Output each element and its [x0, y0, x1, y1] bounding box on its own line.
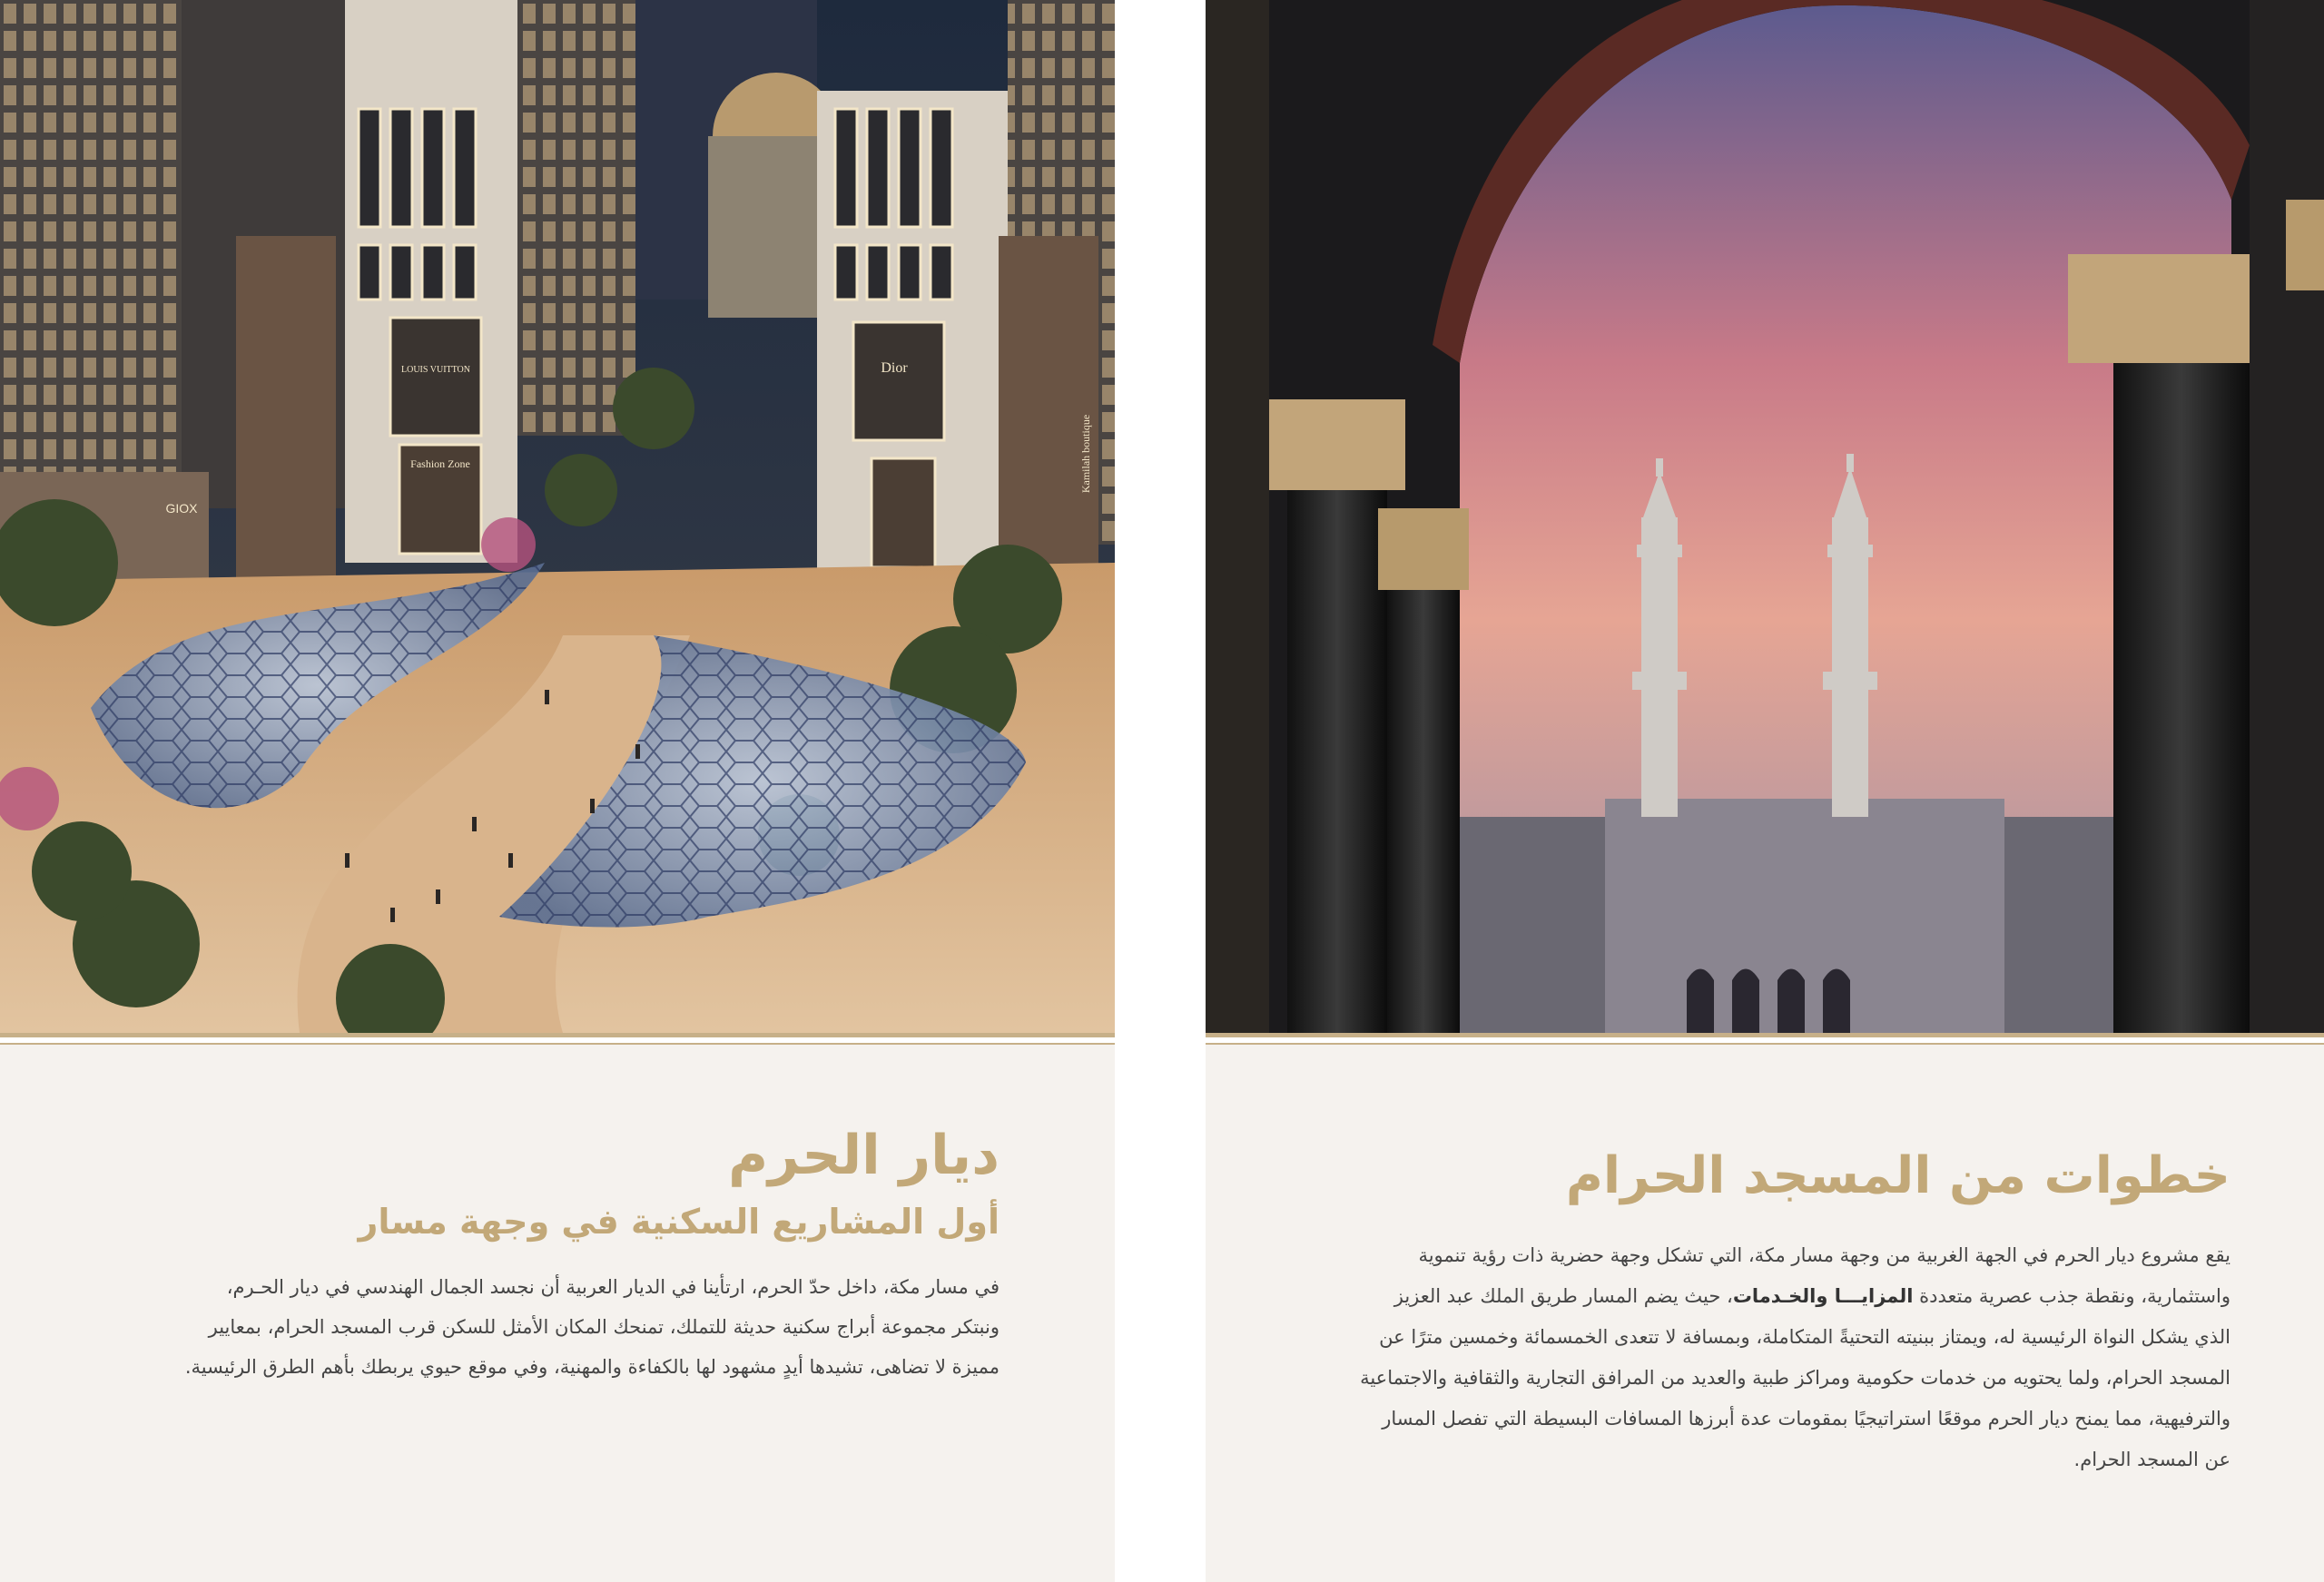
- gold-divider-thin: [1206, 1043, 2324, 1045]
- location-text-2: ، حيث يضم المسار طريق الملك عبد العزيز الذي يشكل النواة الرئيسية له، ويمتاز ببنيته التحتيةً المتكاملة، وبمسافة لا تتعدى الخمسمائة وخمسين مترًا عن المسجد الحرام، ولما يحتويه من خدمات حكومية ومراكز طبية والعديد من المرافق التجارية والثقافية والاجتماعية والترفيهية، مما يمنح ديار الحرم موقعًا استراتيجيًا بمقومات عدة أبرزها المسافات البسيطة التي تفصل المسار عن المسجد الحرام.: [1360, 1284, 2230, 1470]
- intro-paragraph: في مسار مكة، داخل حدّ الحرم، ارتأينا في الديار العربية أن نجسد الجمال الهندسي في ديار الحـرم، ونبتكر مجموعة أبراج سكنية حديثة للتملك، تمنحك المكان الأمثل للسكن قرب المسجد الحرام، بمعايير مميزة لا تضاهى، تشيدها أيدٍ مشهود لها بالكفاءة والمهنية، وفي موقع حيوي يربطك بأهم الطرق الرئيسية.: [184, 1275, 1000, 1378]
- giox-sign: GIOX: [165, 501, 198, 516]
- page-title: خطوات من المسجد الحرام: [1565, 1146, 2230, 1205]
- page-subtitle: أول المشاريع السكنية في وجهة مسار: [358, 1202, 1000, 1242]
- location-highlight: المزايـــا والخـدمات: [1732, 1284, 1914, 1307]
- louis-vuitton-sign: LOUIS VUITTON: [400, 365, 471, 375]
- location-text-1: يقع مشروع ديار الحرم في الجهة الغربية من وجهة مسار مكة، التي تشكل وجهة حضرية ذات رؤية تنموية واستثمارية، ونقطة جذب عصرية متعددة: [1418, 1243, 2230, 1307]
- right-page: [1206, 0, 2324, 1582]
- gold-divider-thin: [0, 1043, 1115, 1045]
- left-page: [0, 0, 1115, 1582]
- city-night-photo: [0, 0, 1115, 1033]
- left-text-block: [182, 1125, 1000, 1387]
- boutique-sign: Kamilah boutique: [1079, 414, 1092, 494]
- right-text-block: [1359, 1148, 2230, 1480]
- mosque-arch-photo: [1206, 0, 2324, 1033]
- dior-sign: Dior: [881, 360, 908, 376]
- fashion-zone-sign: Fashion Zone: [410, 457, 470, 470]
- location-paragraph: [1359, 1235, 2230, 1480]
- page-title: ديار الحرم: [728, 1124, 1000, 1187]
